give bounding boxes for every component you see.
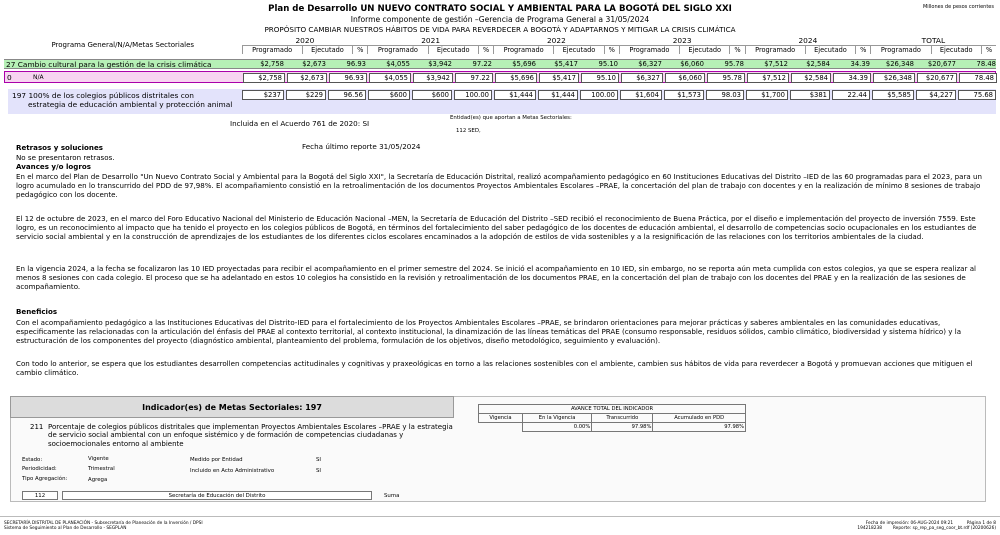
- value-cell: $26,348: [885, 60, 914, 68]
- report-subtitle: Informe componente de gestión –Gerencia de Programa General a 31/05/2024: [350, 15, 650, 24]
- meta-label-line2: estrategia de educación ambiental y protección animal: [28, 100, 233, 109]
- avance-col-header: Acumulado en PDD: [653, 414, 746, 423]
- value-cell: $5,417: [554, 60, 578, 68]
- value-cell: $20,677: [917, 73, 957, 83]
- meta-row: [8, 89, 996, 114]
- avance-col-header: Transcurrido: [592, 414, 653, 423]
- subcolumn-header: %: [353, 46, 368, 55]
- footer-right: [857, 521, 996, 531]
- subcolumn-header: Programado: [745, 46, 805, 55]
- year-header: 2022: [546, 36, 566, 45]
- value-cell: 96.93: [346, 60, 366, 68]
- avance-total-box: [478, 404, 746, 432]
- footer-left-line1: SECRETARÍA DISTRITAL DE PLANEACIÓN - Subsecretaría de Planeación de la Inversión / DPSI: [4, 521, 203, 526]
- subcolumn-header: Programado: [368, 46, 428, 55]
- subcolumn-header: Ejecutado: [428, 46, 478, 55]
- value-cell: $6,327: [638, 60, 662, 68]
- value-cell: 95.78: [724, 60, 744, 68]
- value-cell: $6,060: [665, 73, 705, 83]
- value-cell: $4,055: [386, 60, 410, 68]
- value-cell: 95.78: [707, 73, 745, 83]
- value-cell: $600: [412, 90, 452, 100]
- fecha-reporte: Fecha último reporte 31/05/2024: [302, 142, 421, 151]
- estado-value: Vigente: [88, 456, 109, 462]
- meta-values: [242, 89, 996, 114]
- year-header: 2023: [672, 36, 692, 45]
- value-cell: $26,348: [873, 73, 915, 83]
- value-cell: $229: [286, 90, 326, 100]
- periodicidad-label: Periodicidad:: [22, 466, 57, 472]
- indicator-heading: Indicador(es) de Metas Sectoriales: 197: [10, 396, 454, 418]
- value-cell: $1,444: [494, 90, 536, 100]
- value-cell: $7,512: [747, 73, 789, 83]
- year-header: 2020: [295, 36, 315, 45]
- entidades-label: Entidad(es) que aportan a Metas Sectoriales:: [450, 115, 572, 121]
- year-header: 2024: [798, 36, 818, 45]
- subcolumn-header: %: [478, 46, 493, 55]
- value-cell: $3,942: [428, 60, 452, 68]
- value-cell: $1,700: [746, 90, 788, 100]
- year-header: 2021: [421, 36, 441, 45]
- value-cell: 96.93: [329, 73, 367, 83]
- subcolumn-header: Programado: [871, 46, 931, 55]
- avances-paragraph-3: En la vigencia 2024, a la fecha se focalizaron las 10 IED proyectadas para recibir el acompañamiento en el primer semestre del 2024. Se inició el acompañamiento en 10 IED, sin embargo, no se reporta aún meta cumplida con estos colegios, ya que se espera realizar al menos 8 sesiones con cada colegio. El proceso que se ha adelantado en estos 10 colegios ha consistido en la revisión y retroalimentación de los documentos PRAE, en la concertación del plan de trabajo con los docentes del PRAE y en la realización de las sesiones de acompañamiento.: [16, 264, 977, 292]
- footer-left: [4, 521, 203, 531]
- retrasos-text: No se presentaron retrasos.: [16, 153, 115, 162]
- beneficios-heading: Beneficios: [16, 307, 58, 316]
- value-cell: 78.48: [959, 73, 997, 83]
- value-cell: $1,573: [664, 90, 704, 100]
- footer-right-line1: Fecha de impresión: 06-AUG-2024 09:21 Página 1 de 8: [865, 521, 996, 526]
- suma-label: Suma: [384, 493, 400, 499]
- value-cell: 78.48: [976, 60, 996, 68]
- value-cell: $3,942: [413, 73, 453, 83]
- indicator-text: Porcentaje de colegios públicos distritales que implementan Proyectos Ambientales Escolares –PRAE y la estrategia de servicio social ambiental con un enfoque sistémico y de formación de competencias ciudadanas y socioemocionales entorno al ambiente: [48, 423, 453, 448]
- financial-table-header: [4, 36, 996, 54]
- avances-heading: Avances y/o logros: [16, 162, 91, 171]
- value-cell: $600: [368, 90, 410, 100]
- program-column-header: Programa General/N/A/Metas Sectoriales: [51, 41, 195, 49]
- avance-col-header: Vigencia: [479, 414, 523, 423]
- avance-value: [479, 423, 523, 432]
- avance-value: 0.00%: [522, 423, 591, 432]
- value-cell: 34.39: [833, 73, 871, 83]
- medido-label: Medido por Entidad: [190, 457, 243, 463]
- value-cell: $2,584: [791, 73, 831, 83]
- value-cell: $2,673: [287, 73, 327, 83]
- value-cell: 75.68: [958, 90, 996, 100]
- subcolumn-header: Ejecutado: [931, 46, 981, 55]
- avances-paragraph-2: El 12 de octubre de 2023, en el marco del Foro Educativo Nacional del Ministerio de Educación Nacional –MEN, la Secretaría de Educación del Distrito –SED recibió el reconocimiento de Buena Práctica, por el diseño e implementación del proyecto de inversión 7559. Este logro, es un reconocimiento al impacto que ha tenido el proyecto en los colegios públicos de Bogotá, en términos del fortalecimiento del saber pedagógico de los docentes de educación ambiental, el desarrollo de competencias socio ocupacionales en los estudiantes de servicio social ambiental y en la construcción de aprendizajes de los estudiantes de los diferentes ciclos escolares encaminados a la adopción de estilos de vida sostenibles y a la resignificación de las relaciones con los territorios ambientales de la ciudad.: [16, 214, 977, 242]
- avance-value: 97.98%: [592, 423, 653, 432]
- value-cell: $5,696: [495, 73, 537, 83]
- periodicidad-value: Trimestral: [88, 466, 115, 472]
- value-cell: $6,060: [680, 60, 704, 68]
- value-cell: $2,758: [260, 60, 284, 68]
- value-cell: $6,327: [621, 73, 663, 83]
- value-cell: $1,444: [538, 90, 578, 100]
- medido-value: SI: [316, 457, 322, 463]
- value-cell: 100.00: [454, 90, 492, 100]
- program-values: [242, 60, 996, 68]
- subcolumn-header: Ejecutado: [805, 46, 855, 55]
- entidades-value: 112 SED,: [456, 128, 481, 134]
- value-cell: 97.22: [472, 60, 492, 68]
- subcolumn-header: %: [856, 46, 871, 55]
- value-cell: $381: [790, 90, 830, 100]
- avance-value: 97.98%: [653, 423, 746, 432]
- subcolumn-header: Ejecutado: [680, 46, 730, 55]
- value-cell: 97.22: [455, 73, 493, 83]
- agregacion-value: Agrega: [88, 477, 108, 483]
- value-cell: 95.10: [598, 60, 618, 68]
- avance-col-header: En la Vigencia: [522, 414, 591, 423]
- na-code: 0: [7, 73, 12, 82]
- value-cell: $20,677: [927, 60, 956, 68]
- footer-left-line2: Sistema de Seguimiento al Plan de Desarrollo - SEGPLAN: [4, 526, 127, 531]
- entity-code: 112: [22, 491, 58, 500]
- na-row: [4, 71, 996, 83]
- value-cell: 100.00: [580, 90, 618, 100]
- subcolumn-header: Ejecutado: [554, 46, 604, 55]
- na-label: N/A: [33, 74, 44, 81]
- value-cell: $5,417: [539, 73, 579, 83]
- year-header: TOTAL: [921, 36, 946, 45]
- agregacion-label: Tipo Agregación:: [22, 476, 68, 482]
- subcolumn-header: Programado: [242, 46, 302, 55]
- subcolumn-header: Programado: [619, 46, 679, 55]
- units-note: Millones de pesos corrientes: [922, 4, 994, 10]
- value-cell: $2,584: [806, 60, 830, 68]
- estado-label: Estado:: [22, 457, 43, 463]
- subcolumn-header: Ejecutado: [302, 46, 352, 55]
- value-cell: 34.39: [850, 60, 870, 68]
- beneficios-paragraph-2: Con todo lo anterior, se espera que los estudiantes desarrollen competencias actitudinales y cognitivas y praxeológicas en torno a las relaciones sostenibles con el ambiente, cambien sus hábitos de vida para reverdecer a Bogotá y promuevan acciones que mitiguen el cambio climático.: [16, 359, 973, 378]
- value-cell: $7,512: [764, 60, 788, 68]
- acuerdo-note: Incluida en el Acuerdo 761 de 2020: SI: [230, 119, 370, 128]
- meta-label-line1: 197 100% de los colegios públicos distritales con: [12, 91, 194, 100]
- report-title: Plan de Desarrollo UN NUEVO CONTRATO SOCIAL Y AMBIENTAL PARA LA BOGOTÁ DEL SIGLO XXI: [268, 4, 732, 14]
- indicator-number: 211: [30, 423, 44, 431]
- acto-value: SI: [316, 468, 322, 474]
- footer-right-line2: 194218238 Reporte: sp_rep_pa_seg_coor_bt.rdf (20200626): [857, 526, 996, 531]
- avance-total-title: AVANCE TOTAL DEL INDICADOR: [479, 405, 746, 414]
- value-cell: $4,055: [369, 73, 411, 83]
- value-cell: $5,696: [512, 60, 536, 68]
- program-row: [4, 59, 996, 69]
- acto-label: Incluido en Acto Administrativo: [190, 468, 275, 474]
- retrasos-heading: Retrasos y soluciones: [16, 143, 104, 152]
- value-cell: $2,758: [243, 73, 285, 83]
- value-cell: $1,604: [620, 90, 662, 100]
- beneficios-paragraph-1: Con el acompañamiento pedagógico a las Instituciones Educativas del Distrito-IED para el fortalecimiento de los Proyectos Ambientales Escolares –PRAE, se brindaron orientaciones para mejorar prácticas y saberes ambientales en las comunidades educativas, especificamente las relacionadas con la articulación del énfasis del PRAE al contexto territorial, al contexto institucional, la dinamización de las líneas temáticas del PRAE (consumo responsable, residuos sólidos, cambio climático, biodiversidad y sistema hídrico) y la estructuración de los componentes del proyecto (diagnóstico ambiental, planteamiento del problema, formulación de los objetivos, diseño metodológico, seguimiento y evaluación).: [16, 318, 962, 346]
- value-cell: $5,585: [872, 90, 914, 100]
- subcolumn-header: %: [981, 46, 996, 55]
- value-cell: $4,227: [916, 90, 956, 100]
- value-cell: 95.10: [581, 73, 619, 83]
- na-values: [243, 72, 997, 82]
- report-purpose: PROPÓSITO CAMBIAR NUESTROS HÁBITOS DE VIDA PARA REVERDECER A BOGOTÁ Y ADAPTARNOS Y MITIGAR LA CRISIS CLIMÁTICA: [264, 25, 736, 34]
- value-cell: 98.03: [706, 90, 744, 100]
- entity-name: Secretaría de Educación del Distrito: [62, 491, 372, 500]
- avances-paragraph-1: En el marco del Plan de Desarrollo "Un Nuevo Contrato Social y Ambiental para la Bogotá del Siglo XXI", la Secretaría de Educación Distrital, realizó acompañamiento pedagógico en 60 Instituciones Educativas del Distrito –IED de las 60 programadas para el 2023, para un logro acumulado en lo transcurrido del PDD de 97,98%. El acompañamiento consistió en la retroalimentación de los documentos Proyectos Ambientales Escolares –PRAE, la concertación del plan de trabajo con docentes y en la realización de mínimo 8 sesiones de trabajo pedagógico con los docente.: [16, 172, 983, 200]
- value-cell: 22.44: [832, 90, 870, 100]
- value-cell: $237: [242, 90, 284, 100]
- program-label: 27 Cambio cultural para la gestión de la crisis climática: [6, 60, 212, 69]
- subcolumn-header: %: [730, 46, 745, 55]
- subcolumn-header: Programado: [494, 46, 554, 55]
- subcolumn-header: %: [604, 46, 619, 55]
- value-cell: $2,673: [302, 60, 326, 68]
- value-cell: 96.56: [328, 90, 366, 100]
